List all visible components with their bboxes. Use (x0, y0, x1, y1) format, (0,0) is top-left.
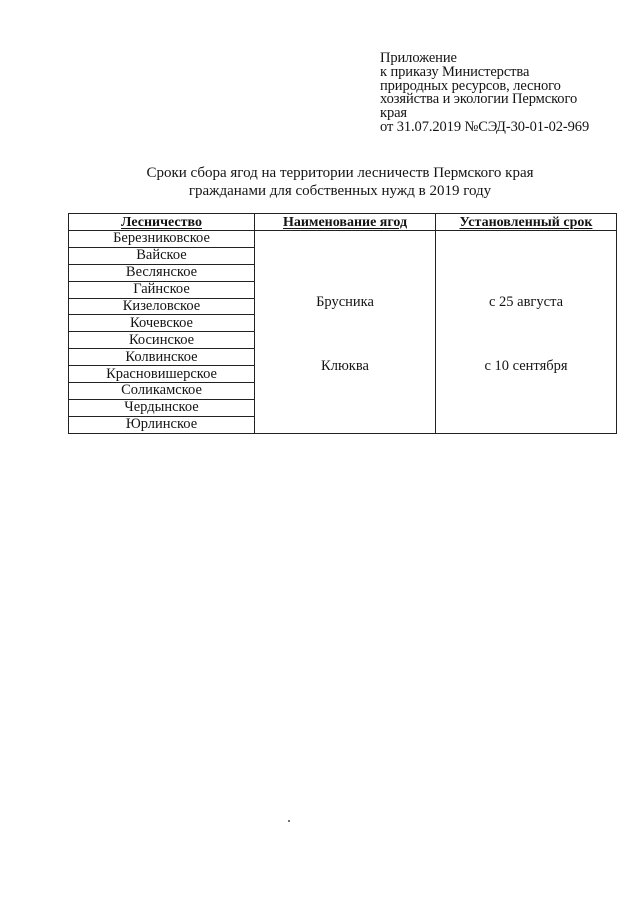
annex-line: Приложение (380, 50, 457, 66)
forestry-cell: Соликамское (69, 383, 255, 400)
annex-line: края (380, 105, 407, 122)
forestry-cell: Косинское (69, 332, 255, 349)
berry-names-cell (255, 231, 436, 434)
harvest-period: с 25 августа (488, 294, 564, 310)
title-line-1: Сроки сбора ягод на территории лесничеств Пермского края (146, 165, 534, 181)
header-period: Установленный срок (436, 214, 617, 231)
forestry-cell: Веслянское (69, 264, 255, 281)
title-line-2: гражданами для собственных нужд в 2019 году (188, 183, 492, 199)
header-berry-name: Наименование ягод (255, 214, 436, 231)
table-header-row (69, 214, 617, 231)
forestry-cell: Юрлинское (69, 416, 255, 433)
annex-line: от 31.07.2019 №СЭД-30-01-02-969 (380, 118, 590, 135)
annex-line: природных ресурсов, лесного (380, 77, 561, 94)
annex-header (380, 52, 620, 135)
forestry-cell: Колвинское (69, 349, 255, 366)
forestry-cell: Чердынское (69, 399, 255, 416)
header-forestry: Лесничество (69, 214, 255, 231)
berry-name: Клюква (321, 358, 369, 374)
annex-line: к приказу Министерства (380, 63, 530, 80)
harvest-period: с 10 сентября (484, 358, 568, 374)
periods-cell (436, 231, 617, 434)
forestry-cell: Кочевское (69, 315, 255, 332)
forestry-cell: Вайское (69, 247, 255, 264)
forestry-cell: Гайнское (69, 281, 255, 298)
berry-harvest-table (68, 213, 617, 434)
berry-name: Брусника (316, 294, 374, 310)
table-row (69, 231, 617, 248)
forestry-cell: Березниковское (69, 231, 255, 248)
forestry-cell: Красновишерское (69, 366, 255, 383)
scan-speck (288, 820, 290, 822)
document-title (90, 164, 590, 200)
annex-line: хозяйства и экологии Пермского (380, 91, 578, 108)
forestry-cell: Кизеловское (69, 298, 255, 315)
